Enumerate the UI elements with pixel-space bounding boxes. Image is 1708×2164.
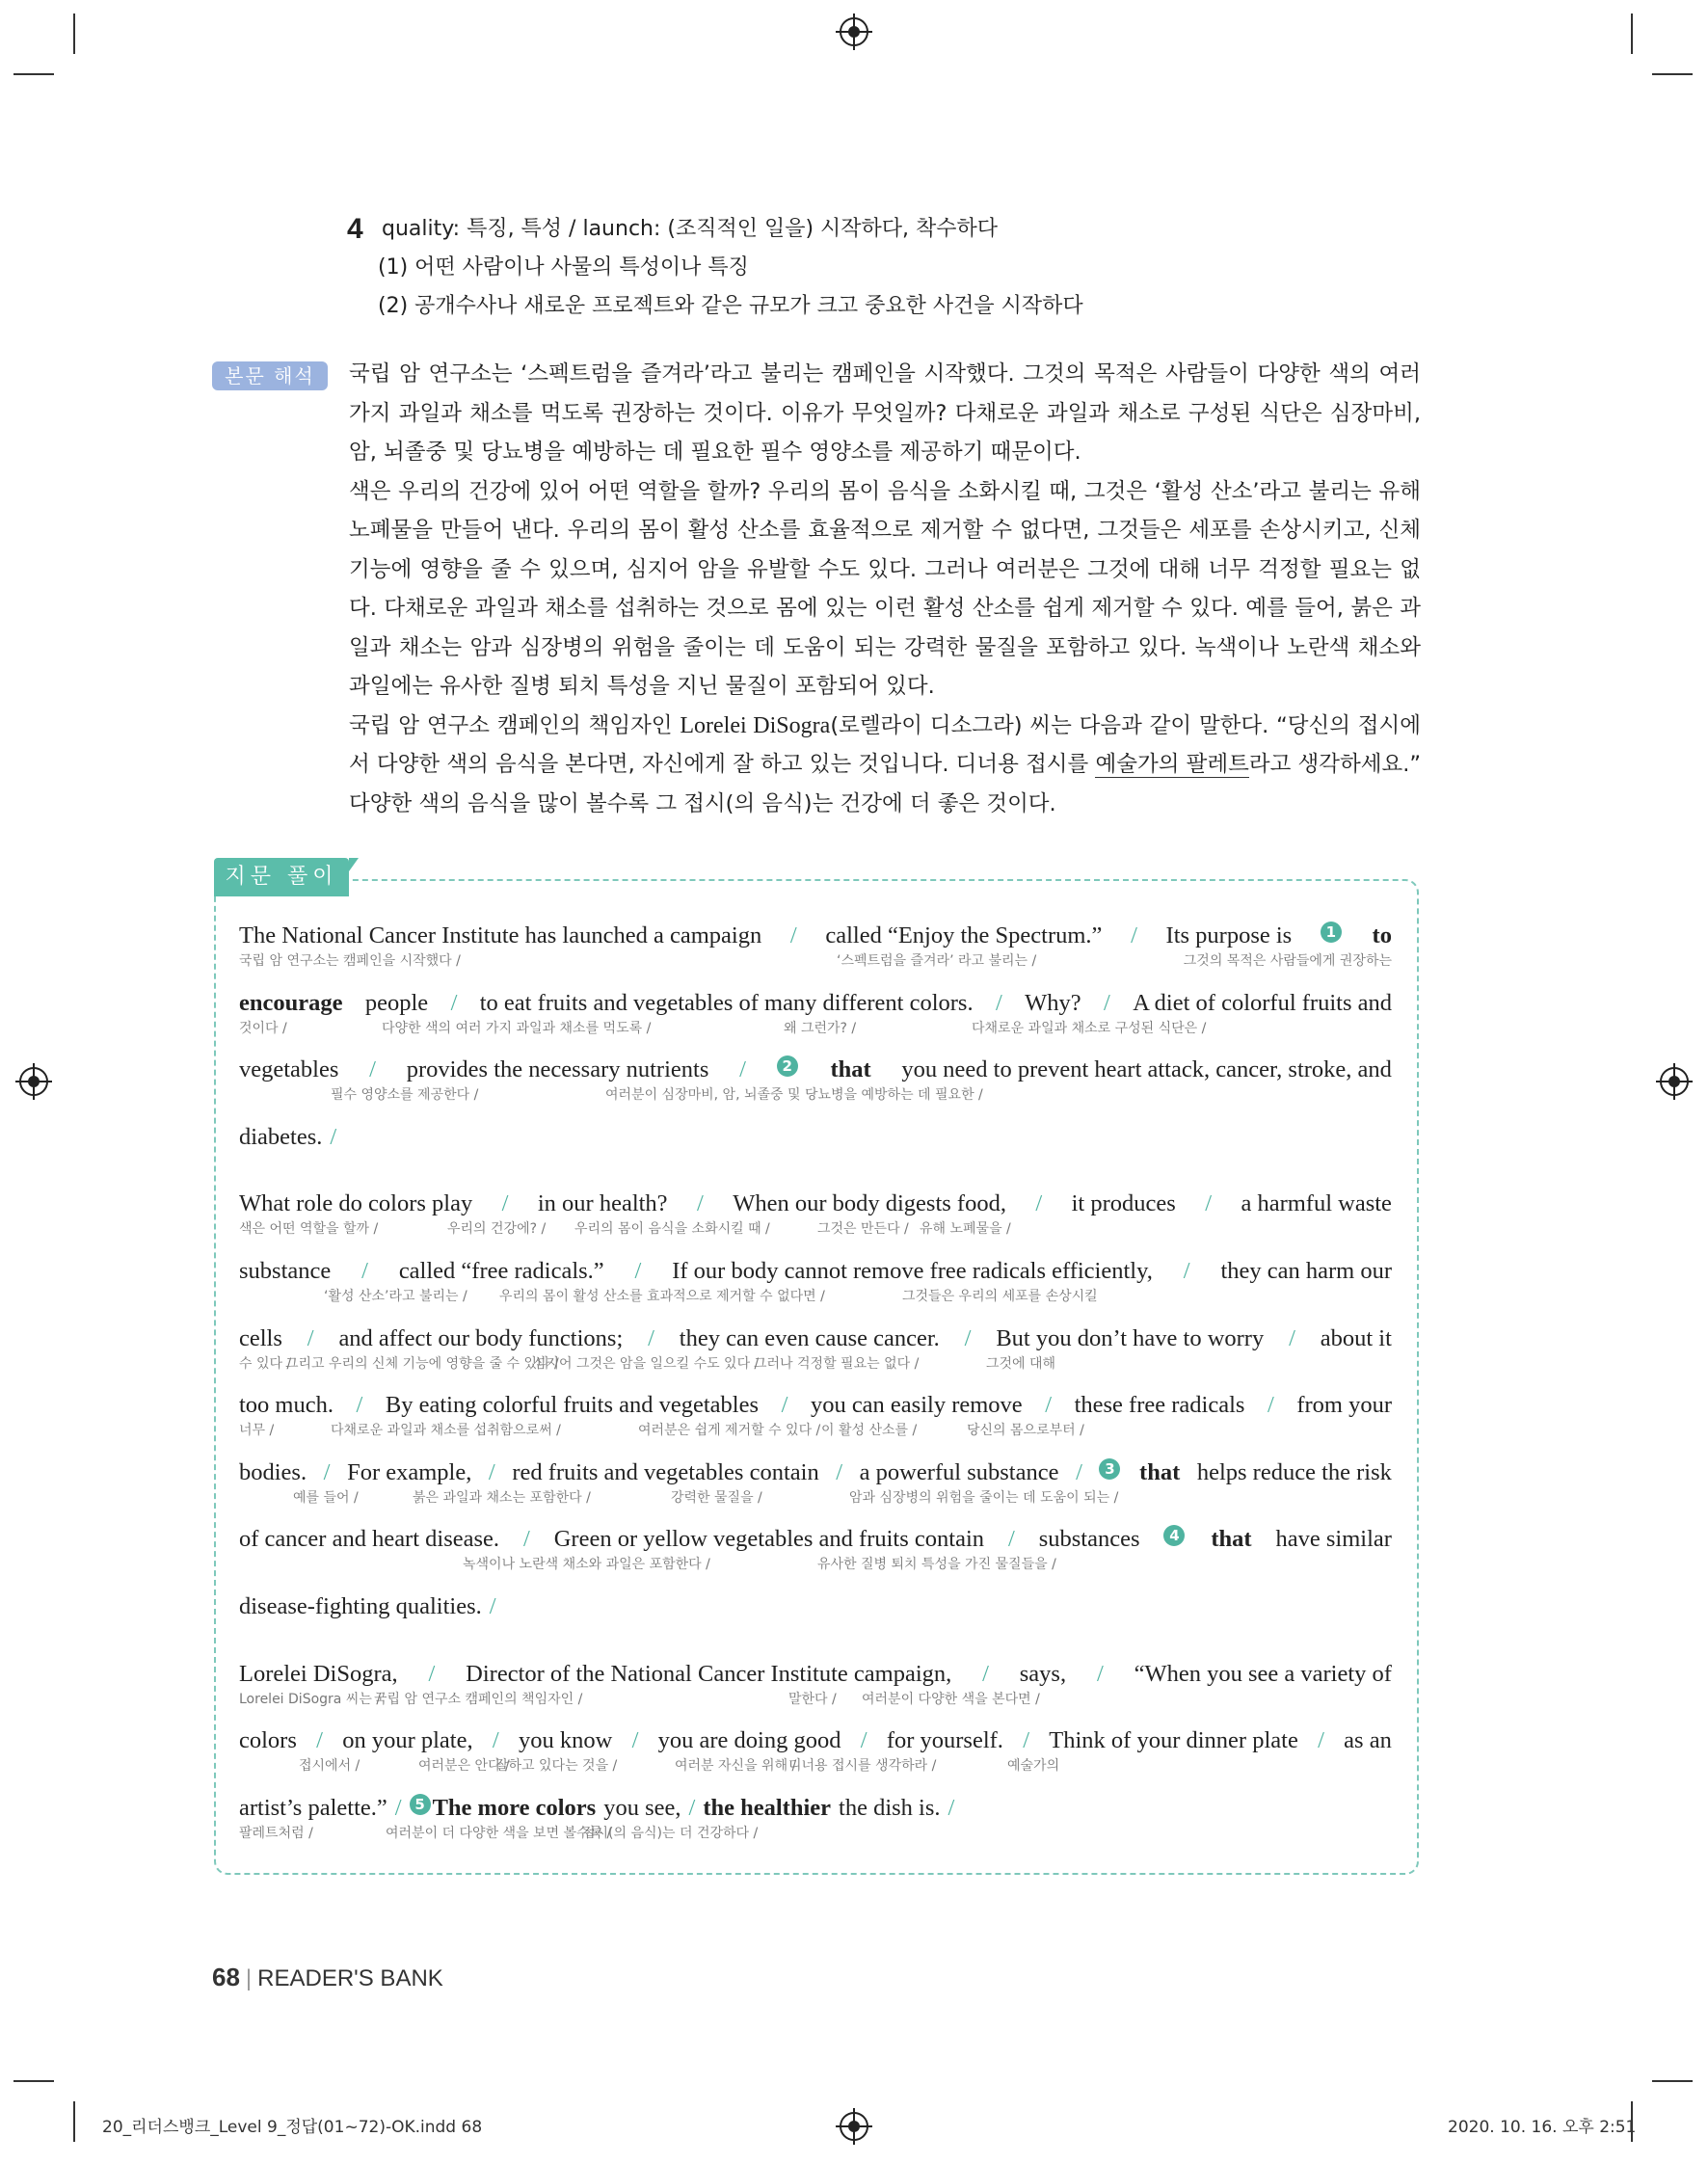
english-chunk: provides the necessary nutrients xyxy=(406,1056,709,1083)
korean-gloss: 국립 암 연구소는 캠페인을 시작했다 / xyxy=(239,953,461,969)
korean-gloss-line xyxy=(239,1152,1392,1173)
question-number: 4 xyxy=(347,213,363,245)
korean-gloss: 예술가의 xyxy=(1007,1758,1060,1775)
chunk-slash: / xyxy=(316,1727,323,1754)
chunk-slash: / xyxy=(1007,1526,1015,1553)
korean-gloss: 잘하고 있다는 것을 / xyxy=(495,1758,618,1775)
crop-mark xyxy=(13,2080,54,2082)
korean-gloss: 예를 들어 / xyxy=(293,1489,359,1506)
grammar-point-number: 4 xyxy=(1163,1525,1185,1546)
chunk-slash: / xyxy=(982,1660,989,1687)
korean-gloss: 너무 / xyxy=(239,1423,275,1439)
chunk-slash: / xyxy=(1104,989,1110,1016)
english-line xyxy=(239,1660,1392,1689)
chunk-slash: / xyxy=(501,1190,509,1217)
chunk-slash: / xyxy=(1267,1392,1274,1419)
korean-gloss: 유사한 질병 퇴치 특성을 가진 물질들을 / xyxy=(817,1557,1056,1573)
korean-gloss: 그것에 대해 xyxy=(986,1355,1056,1372)
english-chunk: in our health? xyxy=(537,1190,668,1217)
english-chunk: If our body cannot remove free radicals efficiently, xyxy=(672,1257,1153,1284)
english-chunk: a powerful substance xyxy=(859,1458,1059,1485)
chunk-slash: / xyxy=(648,1324,654,1351)
english-chunk: cells xyxy=(239,1324,282,1351)
english-chunk: Why? xyxy=(1025,989,1081,1016)
english-line xyxy=(239,1189,1392,1218)
english-chunk: But you don’t have to worry xyxy=(996,1324,1265,1351)
translation-badge: 본문 해석 xyxy=(212,361,328,390)
english-line xyxy=(239,1257,1392,1286)
chunk-slash: / xyxy=(369,1056,376,1083)
vocab-definitions: quality: 특징, 특성 / launch: (조직적인 일을) 시작하다, 착수하다 xyxy=(382,217,999,241)
korean-gloss: 팔레트처럼 / xyxy=(239,1825,313,1841)
chunk-slash: / xyxy=(428,1660,436,1687)
grammar-point-number: 1 xyxy=(1321,922,1342,943)
chunk-slash: / xyxy=(688,1794,696,1821)
highlighted-grammar: to xyxy=(1372,922,1392,948)
page-number: 68 xyxy=(212,1963,240,1991)
vocab-item: (1) 어떤 사람이나 사물의 특성이나 특징 xyxy=(378,255,749,280)
english-line xyxy=(239,1123,1392,1152)
crop-mark xyxy=(73,2101,75,2142)
english-chunk: people xyxy=(364,989,429,1016)
print-slug-file: 20_리더스뱅크_Level 9_정답(01~72)-OK.indd 68 xyxy=(102,2118,483,2137)
korean-gloss: 색은 어떤 역할을 할까 / xyxy=(239,1221,379,1238)
korean-gloss: 접시에서 / xyxy=(299,1758,360,1775)
korean-gloss: 녹색이나 노란색 채소와 과일은 포함한다 / xyxy=(463,1557,710,1573)
chunk-slash: / xyxy=(781,1392,788,1419)
korean-gloss: 여러분은 쉽게 제거할 수 있다 / xyxy=(638,1423,821,1439)
english-chunk: red fruits and vegetables contain xyxy=(512,1458,819,1485)
highlighted-grammar: the healthier xyxy=(703,1794,832,1821)
korean-gloss: 그러나 걱정할 필요는 없다 / xyxy=(754,1355,920,1372)
chunk-slash: / xyxy=(789,922,797,948)
korean-gloss-line xyxy=(239,1755,1392,1777)
chunk-slash: / xyxy=(631,1727,639,1754)
english-chunk: to eat fruits and vegetables of many different colors. xyxy=(479,989,974,1016)
passage-row xyxy=(239,1458,1392,1526)
korean-gloss: Lorelei DiSogra 씨는 / xyxy=(239,1691,382,1707)
chunk-slash: / xyxy=(995,989,1002,1016)
english-line xyxy=(239,989,1392,1018)
passage-row xyxy=(239,1324,1392,1392)
korean-gloss: ‘활성 산소’라고 불리는 / xyxy=(324,1288,467,1304)
passage-row xyxy=(239,989,1392,1056)
korean-gloss-line xyxy=(239,1689,1392,1710)
english-line xyxy=(239,1726,1392,1755)
korean-gloss: 다양한 색의 여러 가지 과일과 채소를 먹도록 / xyxy=(382,1020,652,1036)
english-chunk: you are doing good xyxy=(657,1727,841,1754)
page-footer: 68 | READER'S BANK xyxy=(212,1963,443,1991)
chunk-slash: / xyxy=(394,1794,402,1821)
english-chunk: you know xyxy=(518,1727,613,1754)
korean-gloss: 수 있다 / xyxy=(239,1355,292,1372)
chunk-slash: / xyxy=(634,1257,642,1284)
english-chunk: says, xyxy=(1019,1660,1067,1687)
english-chunk: What role do colors play xyxy=(239,1190,473,1217)
chunk-slash: / xyxy=(488,1458,495,1485)
korean-gloss-line xyxy=(239,1286,1392,1307)
korean-gloss-line xyxy=(239,1018,1392,1039)
chunk-slash: / xyxy=(1183,1257,1190,1284)
english-line xyxy=(239,922,1392,950)
english-chunk: Lorelei DiSogra, xyxy=(239,1660,398,1687)
korean-gloss: 우리의 몸이 음식을 소화시킬 때 / xyxy=(574,1221,770,1238)
korean-gloss-line xyxy=(239,1218,1392,1240)
registration-mark-icon xyxy=(840,2112,868,2141)
chunk-slash: / xyxy=(860,1727,867,1754)
korean-gloss-line xyxy=(239,1621,1392,1643)
highlighted-grammar: that xyxy=(1211,1526,1252,1553)
passage-row xyxy=(239,1726,1392,1794)
english-chunk: Green or yellow vegetables and fruits contain xyxy=(553,1526,985,1553)
korean-gloss: 접시(의 음식)는 더 건강하다 / xyxy=(582,1825,759,1841)
grammar-point-number: 2 xyxy=(777,1055,798,1077)
passage-row xyxy=(239,1055,1392,1123)
korean-gloss: 그것의 목적은 사람들에게 권장하는 xyxy=(1183,953,1392,969)
english-chunk: substances xyxy=(1038,1526,1140,1553)
highlighted-grammar: The more colors xyxy=(432,1794,597,1821)
passage-row xyxy=(239,1660,1392,1727)
korean-gloss: 그리고 우리의 신체 기능에 영향을 줄 수 있다 / xyxy=(285,1355,559,1372)
english-chunk: you can easily remove xyxy=(810,1392,1023,1419)
korean-gloss: 여러분이 다양한 색을 본다면 / xyxy=(862,1691,1040,1707)
chunk-slash: / xyxy=(1023,1727,1030,1754)
korean-gloss: 다채로운 과일과 채소를 섭취함으로써 / xyxy=(331,1423,561,1439)
korean-gloss: 암과 심장병의 위험을 줄이는 데 도움이 되는 / xyxy=(849,1489,1119,1506)
chunk-slash: / xyxy=(1045,1392,1053,1419)
english-line xyxy=(239,1592,1392,1621)
english-chunk: called “free radicals.” xyxy=(398,1257,604,1284)
korean-gloss: 이 활성 산소를 / xyxy=(821,1423,918,1439)
english-chunk: colors xyxy=(239,1727,297,1754)
vocab-answer-block xyxy=(347,210,1427,326)
english-line xyxy=(239,1458,1392,1487)
korean-gloss: 당신의 몸으로부터 / xyxy=(967,1423,1084,1439)
korean-gloss: 것이다 / xyxy=(239,1020,287,1036)
english-chunk: By eating colorful fruits and vegetables xyxy=(385,1392,760,1419)
korean-gloss-line xyxy=(239,950,1392,972)
korean-gloss: 그것은 만든다 / xyxy=(817,1221,909,1238)
english-chunk: about it xyxy=(1320,1324,1392,1351)
korean-gloss: 우리의 건강에? / xyxy=(447,1221,547,1238)
korean-gloss: 말한다 / xyxy=(788,1691,837,1707)
underlined-phrase: 예술가의 팔레트 xyxy=(1095,752,1249,777)
registration-mark-icon xyxy=(19,1067,48,1096)
chunk-slash: / xyxy=(1318,1727,1324,1754)
korean-gloss-line xyxy=(239,1084,1392,1106)
korean-gloss: 여러분이 더 다양한 색을 보면 볼수록 / xyxy=(386,1825,612,1841)
translation-paragraph: 국립 암 연구소 캠페인의 책임자인 Lorelei DiSogra(로렐라이 디소그라) 씨는 다음과 같이 말한다. “당신의 접시에서 다양한 색의 음식을 본다면, 자신에게 잘 하고 있는 것입니다. 디너용 접시를 예술가의 팔레트라고 생각하세요.” 다양한 색의 음식을 많이 볼수록 그 접시(의 음식)는 건강에 더 좋은 것이다. xyxy=(349,712,1421,816)
english-chunk: Its purpose is xyxy=(1165,922,1293,948)
english-chunk: artist’s palette.” xyxy=(239,1794,387,1821)
korean-gloss-line xyxy=(239,1487,1392,1509)
korean-gloss-line xyxy=(239,1823,1392,1844)
passage-badge: 지문 풀이 xyxy=(214,858,349,896)
english-chunk: it produces xyxy=(1071,1190,1176,1217)
korean-gloss: ‘스펙트럼을 즐겨라’ 라고 불리는 / xyxy=(837,953,1037,969)
english-line xyxy=(239,1055,1392,1084)
running-title: READER'S BANK xyxy=(257,1965,443,1991)
chunk-slash: / xyxy=(739,1056,746,1083)
chunk-slash: / xyxy=(947,1794,955,1821)
vocab-item: (2) 공개수사나 새로운 프로젝트와 같은 규모가 크고 중요한 사건을 시작하다 xyxy=(378,294,1083,318)
korean-gloss: 여러분은 안다 / xyxy=(418,1758,510,1775)
english-chunk: helps reduce the risk xyxy=(1196,1458,1392,1485)
chunk-slash: / xyxy=(450,989,458,1016)
chunk-slash: / xyxy=(1289,1324,1295,1351)
chunk-slash: / xyxy=(361,1257,368,1284)
chunk-slash: / xyxy=(964,1324,972,1351)
passage-row xyxy=(239,922,1392,989)
crop-mark xyxy=(1652,73,1693,75)
english-line xyxy=(239,1794,1392,1823)
translation-paragraph: 국립 암 연구소는 ‘스펙트럼을 즐겨라’라고 불리는 캠페인을 시작했다. 그것의 목적은 사람들이 다양한 색의 여러 가지 과일과 채소를 먹도록 권장하는 것이다. 이유가 무엇일까? 다채로운 과일과 채소로 구성된 식단은 심장마비, 암, 뇌졸중 및 당뇨병을 예방하는 데 필요한 필수 영양소를 제공하기 때문이다. xyxy=(349,361,1421,465)
english-chunk: have similar xyxy=(1275,1526,1392,1553)
english-chunk: When our body digests food, xyxy=(733,1190,1006,1217)
chunk-slash: / xyxy=(330,1123,337,1150)
chunk-slash: / xyxy=(323,1458,331,1485)
english-chunk: a harmful waste xyxy=(1241,1190,1392,1217)
korean-gloss: 디너용 접시를 생각하라 / xyxy=(788,1758,937,1775)
english-chunk: disease-fighting qualities. xyxy=(239,1592,482,1619)
english-chunk: For example, xyxy=(347,1458,472,1485)
highlighted-grammar: that xyxy=(1139,1458,1181,1485)
grammar-point-number: 5 xyxy=(410,1794,431,1815)
english-chunk: and affect our body functions; xyxy=(338,1324,624,1351)
korean-gloss: 국립 암 연구소 캠페인의 책임자인 / xyxy=(374,1691,583,1707)
english-chunk: these free radicals xyxy=(1074,1392,1245,1419)
korean-gloss-line xyxy=(239,1420,1392,1441)
english-chunk: called “Enjoy the Spectrum.” xyxy=(825,922,1103,948)
english-line xyxy=(239,1525,1392,1554)
english-chunk: they can harm our xyxy=(1220,1257,1392,1284)
passage-row xyxy=(239,1257,1392,1324)
korean-gloss: 여러분 자신을 위해 / xyxy=(675,1758,797,1775)
english-chunk: too much. xyxy=(239,1392,334,1419)
english-chunk: from your xyxy=(1296,1392,1392,1419)
crop-mark xyxy=(1631,13,1633,54)
grammar-point-number: 3 xyxy=(1099,1458,1120,1480)
crop-mark xyxy=(73,13,75,54)
korean-gloss: 왜 그런가? / xyxy=(784,1020,857,1036)
passage-row xyxy=(239,1189,1392,1257)
chunk-slash: / xyxy=(1076,1458,1082,1485)
translation-text xyxy=(349,355,1421,823)
chunk-slash: / xyxy=(356,1392,363,1419)
english-chunk: they can even cause cancer. xyxy=(679,1324,940,1351)
korean-gloss: 필수 영양소를 제공한다 / xyxy=(331,1087,479,1104)
english-chunk: vegetables xyxy=(239,1056,339,1083)
korean-gloss: 다채로운 과일과 채소로 구성된 식단은 / xyxy=(972,1020,1207,1036)
chunk-slash: / xyxy=(522,1526,530,1553)
passage-lines xyxy=(239,922,1392,1860)
chunk-slash: / xyxy=(1205,1190,1213,1217)
english-chunk: you need to prevent heart attack, cancer, stroke, and xyxy=(901,1056,1392,1083)
highlighted-grammar: that xyxy=(830,1056,871,1083)
english-chunk: substance xyxy=(239,1257,332,1284)
english-chunk: Director of the National Cancer Institute campaign, xyxy=(466,1660,952,1687)
chunk-slash: / xyxy=(489,1592,496,1619)
chunk-slash: / xyxy=(1131,922,1137,948)
korean-gloss: 강력한 물질을 / xyxy=(671,1489,762,1506)
chunk-slash: / xyxy=(307,1324,314,1351)
korean-gloss: 그것들은 우리의 세포를 손상시킬 xyxy=(902,1288,1098,1304)
english-chunk: for yourself. xyxy=(886,1727,1003,1754)
english-chunk: of cancer and heart disease. xyxy=(239,1526,500,1553)
english-chunk: The National Cancer Institute has launched a campaign xyxy=(239,922,762,948)
print-slug-date: 2020. 10. 16. 오후 2:51 xyxy=(1448,2118,1637,2137)
registration-mark-icon xyxy=(840,17,868,46)
chunk-slash: / xyxy=(1035,1190,1043,1217)
english-chunk: A diet of colorful fruits and xyxy=(1133,989,1392,1016)
english-line xyxy=(239,1324,1392,1353)
english-chunk: “When you see a variety of xyxy=(1134,1660,1392,1687)
chunk-slash: / xyxy=(696,1190,704,1217)
chunk-slash: / xyxy=(492,1727,499,1754)
crop-mark xyxy=(13,73,54,75)
english-chunk: as an xyxy=(1344,1727,1392,1754)
passage-row xyxy=(239,1525,1392,1592)
korean-gloss: 심지어 그것은 암을 일으킬 수도 있다 / xyxy=(533,1355,760,1372)
passage-row xyxy=(239,1592,1392,1660)
passage-row xyxy=(239,1391,1392,1458)
chunk-slash: / xyxy=(1096,1660,1104,1687)
chunk-slash: / xyxy=(836,1458,843,1485)
english-chunk: Think of your dinner plate xyxy=(1049,1727,1298,1754)
english-chunk: the dish is. xyxy=(839,1794,941,1821)
korean-gloss-line xyxy=(239,1353,1392,1375)
korean-gloss: 여러분이 심장마비, 암, 뇌졸중 및 당뇨병을 예방하는 데 필요한 / xyxy=(605,1087,983,1104)
passage-row xyxy=(239,1123,1392,1190)
crop-mark xyxy=(1652,2080,1693,2082)
passage-row xyxy=(239,1794,1392,1861)
registration-mark-icon xyxy=(1660,1067,1689,1096)
korean-gloss: 붉은 과일과 채소는 포함한다 / xyxy=(413,1489,591,1506)
english-chunk: bodies. xyxy=(239,1458,307,1485)
korean-gloss: 유해 노폐물을 / xyxy=(920,1221,1011,1238)
english-line xyxy=(239,1391,1392,1420)
english-chunk: you see, xyxy=(603,1794,681,1821)
english-chunk: diabetes. xyxy=(239,1123,323,1150)
english-chunk: on your plate, xyxy=(342,1727,473,1754)
highlighted-grammar: encourage xyxy=(239,989,343,1016)
korean-gloss: 우리의 몸이 활성 산소를 효과적으로 제거할 수 없다면 / xyxy=(499,1288,825,1304)
korean-gloss-line xyxy=(239,1554,1392,1575)
translation-paragraph: 색은 우리의 건강에 있어 어떤 역할을 할까? 우리의 몸이 음식을 소화시킬 때, 그것은 ‘활성 산소’라고 불리는 유해 노폐물을 만들어 낸다. 우리의 몸이 활성 산소를 효율적으로 제거할 수 없다면, 그것들은 세포를 손상시키고, 신체 기능에 영향을 줄 수 있으며, 심지어 암을 유발할 수도 있다. 그러나 여러분은 그것에 대해 너무 걱정할 필요는 없다. 다채로운 과일과 채소를 섭취하는 것으로 몸에 있는 이런 활성 산소를 쉽게 제거할 수 있다. 예를 들어, 붉은 과일과 채소는 암과 심장병의 위험을 줄이는 데 도움이 되는 강력한 물질을 포함하고 있다. 녹색이나 노란색 채소와 과일에는 유사한 질병 퇴치 특성을 지닌 물질이 포함되어 있다. xyxy=(349,478,1421,699)
